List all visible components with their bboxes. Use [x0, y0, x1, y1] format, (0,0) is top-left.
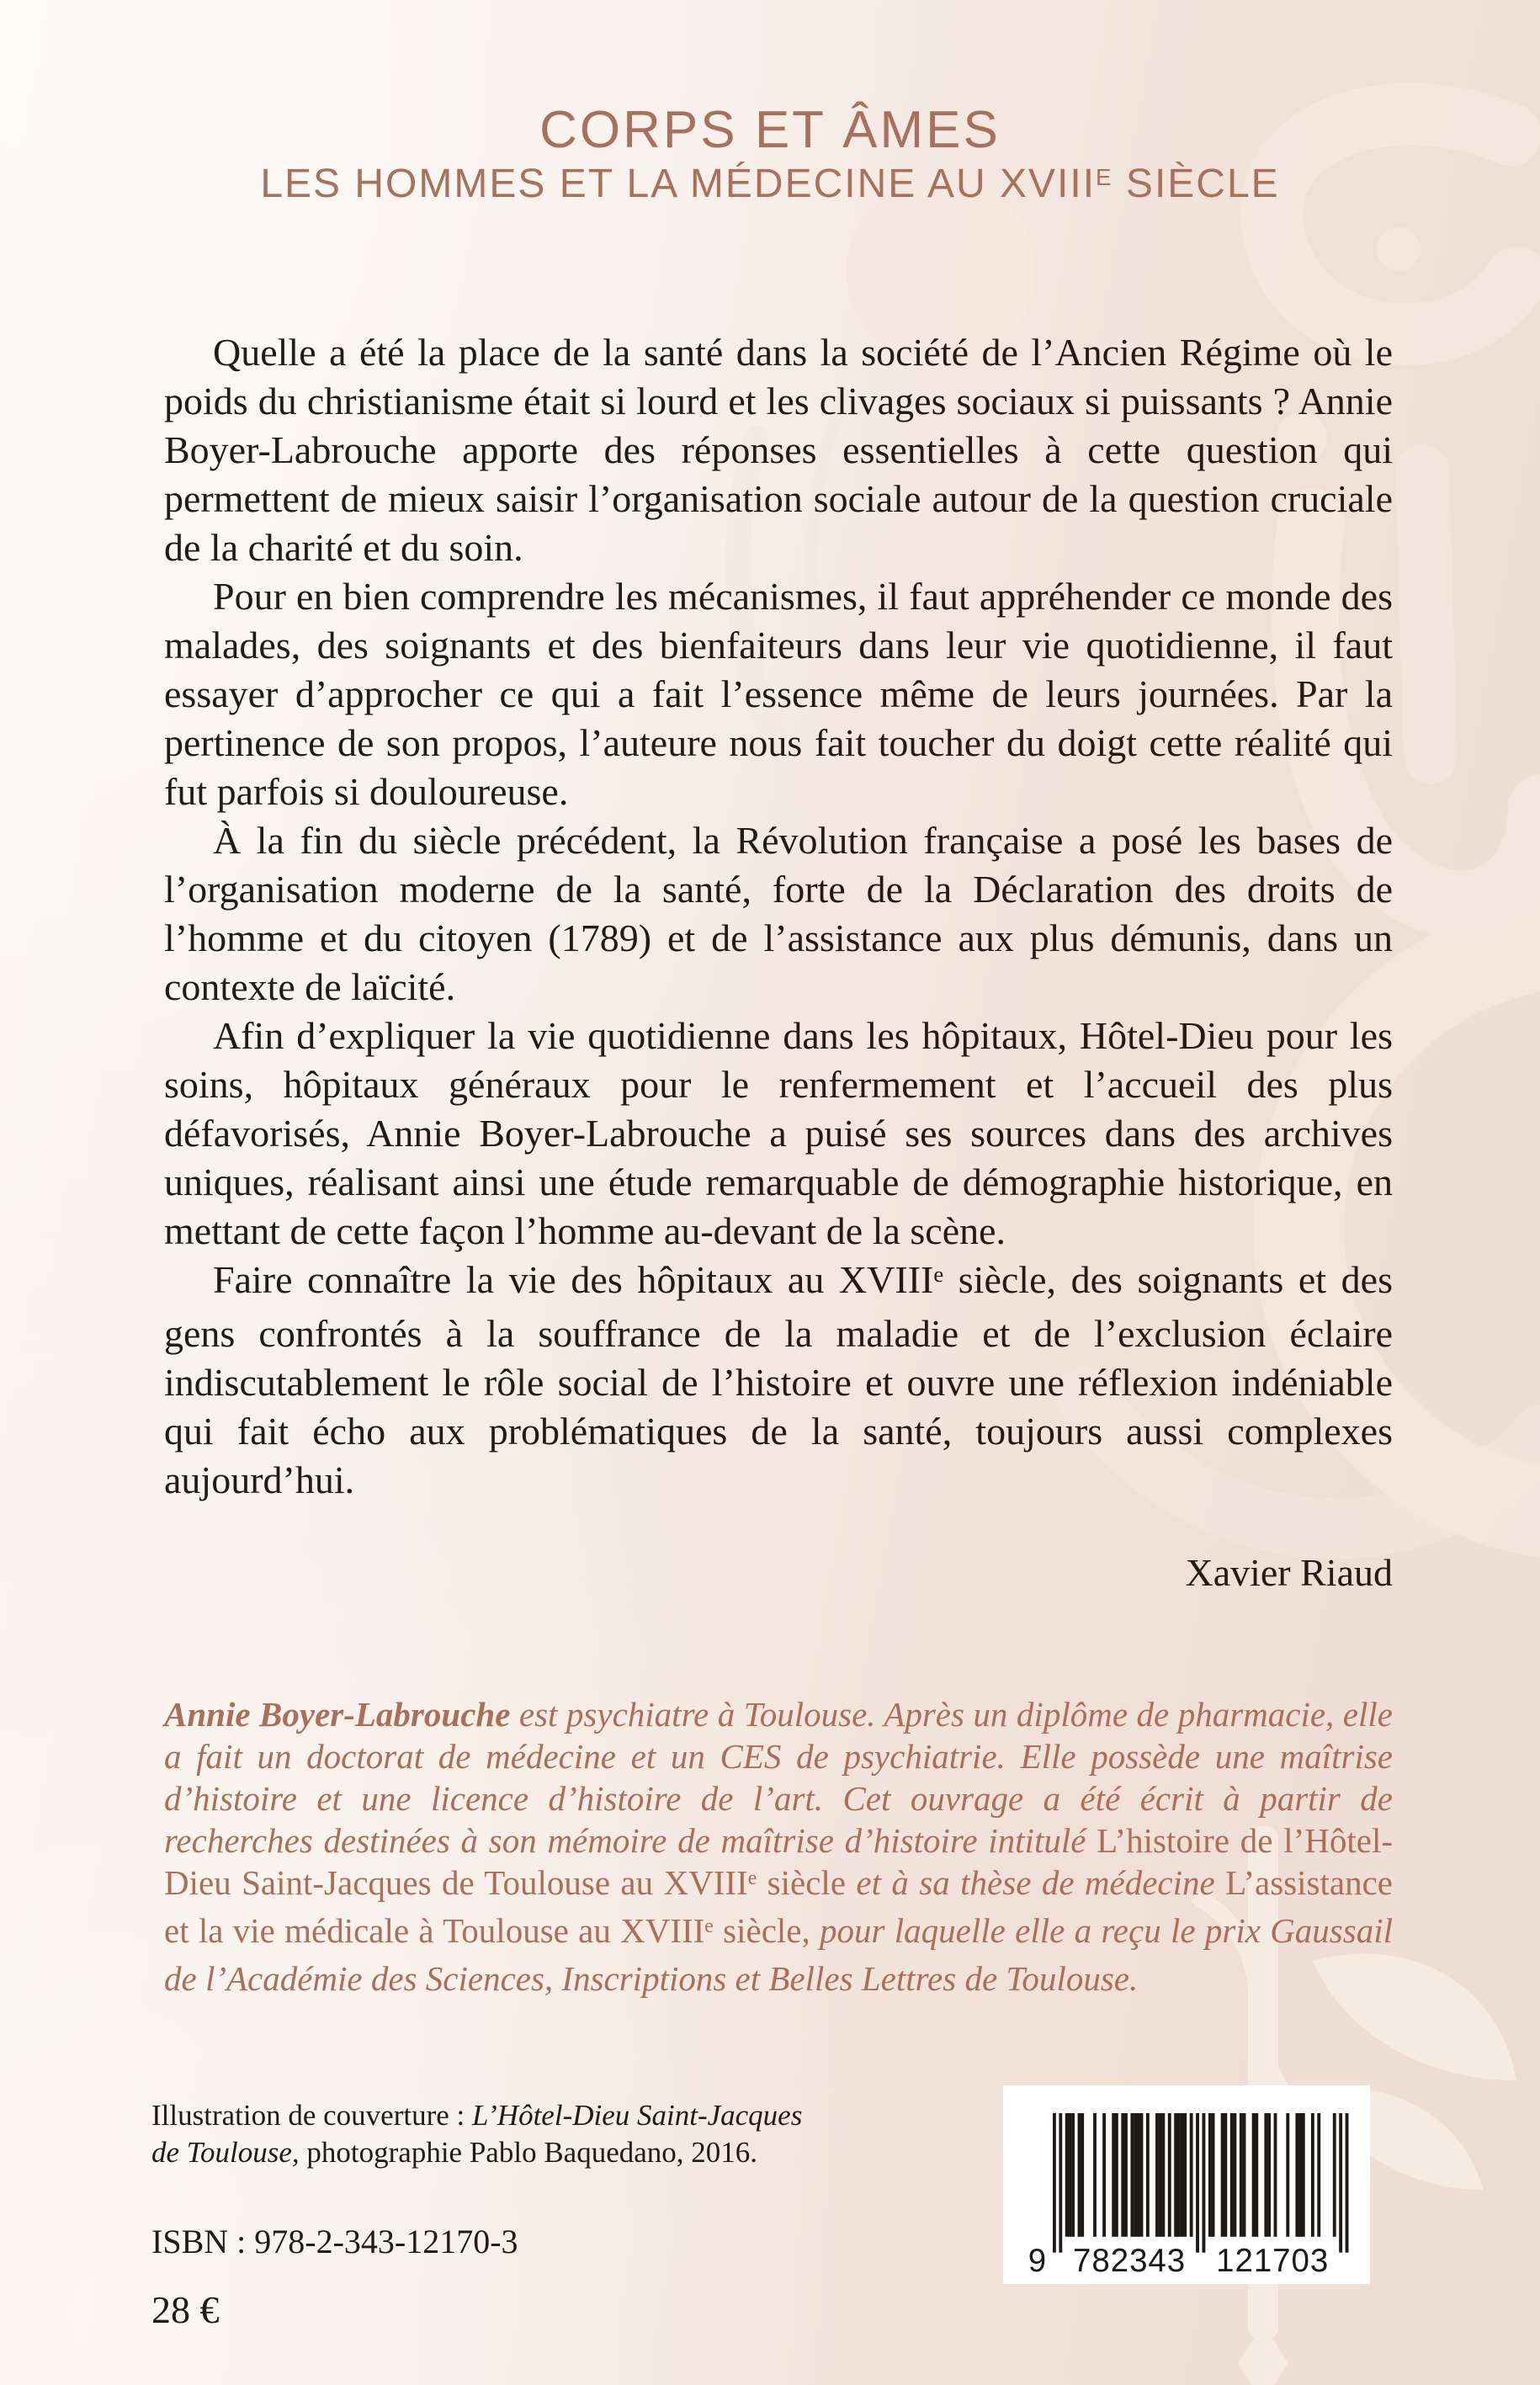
isbn: ISBN : 978-2-343-12170-3 — [151, 2223, 518, 2260]
author-bio: Annie Boyer-Labrouche est psychiatre à Toulouse. Après un diplôme de pharmacie, elle a fait un doctorat de médecine et un CES de psychiatrie. Elle possède une maîtrise d’histoire et une licence d’histoire de l’art. Cet ouvrage a été écrit à partir de recherches destinées à son mémoire de maîtrise d’histoire intitulé L’histoire de l’Hôtel-Dieu Saint-Jacques de Toulouse au XVIIIe siècle et à sa thèse de médecine L’assistance et la vie médicale à Toulouse au XVIIIe siècle, pour laquelle elle a reçu le prix Gaussail de l’Académie des Sciences, Inscriptions et Belles Lettres de Toulouse. — [164, 1695, 1393, 1998]
svg-text:9: 9 — [1028, 2242, 1047, 2275]
barcode-panel — [1003, 2085, 1370, 2284]
svg-text:121703: 121703 — [1216, 2242, 1329, 2275]
credit-line: de Toulouse, photographie Pablo Baquedano, 2016. — [151, 2136, 758, 2169]
barcode-bars — [1022, 2113, 1351, 2275]
synopsis-paragraph: Afin d’expliquer la vie quotidienne dans les hôpitaux, Hôtel-Dieu pour les soins, hôpitaux généraux pour le renfermement et l’accueil des plus défavorisés, Annie Boyer-Labrouche a puisé ses sources dans des archives uniques, réalisant ainsi une étude remarquable de démographie historique, en mettant de cette façon l’homme au-devant de la scène. — [164, 1014, 1393, 1252]
book-title: CORPS ET ÂMES — [539, 101, 1001, 159]
price: 28 € — [151, 2288, 220, 2331]
svg-text:782343: 782343 — [1073, 2242, 1186, 2275]
reviewer-signature: Xavier Riaud — [1185, 1551, 1393, 1594]
synopsis-paragraph: Faire connaître la vie des hôpitaux au XVIIIe siècle, des soignants et des gens confrontés à la souffrance de la maladie et de l’exclusion éclaire indiscutablement le rôle social de l’histoire et ouvre une réflexion indéniable qui fait écho aux problématiques de la santé, toujours aussi complexes aujourd’hui. — [164, 1258, 1394, 1501]
cover-illustration-credit — [151, 2097, 802, 2171]
synopsis-paragraph: Quelle a été la place de la santé dans la société de l’Ancien Régime où le poids du christianisme était si lourd et les clivages sociaux si puissants ? Annie Boyer-Labrouche apporte des réponses essentielles à cette question qui permettent de mieux saisir l’organisation sociale autour de la question cruciale de la charité et du soin. — [164, 331, 1393, 569]
credit-line: Illustration de couverture : L’Hôtel-Dieu Saint-Jacques — [151, 2099, 803, 2132]
synopsis-paragraph: Pour en bien comprendre les mécanismes, il faut appréhender ce monde des malades, des soignants et des bienfaiteurs dans leur vie quotidienne, il faut essayer d’approcher ce qui a fait l’essence même de leurs journées. Par la pertinence de son propos, l’auteure nous fait toucher du doigt cette réalité qui fut parfois si douloureuse. — [164, 575, 1393, 813]
synopsis — [164, 328, 1393, 1505]
synopsis-paragraph: À la fin du siècle précédent, la Révolution française a posé les bases de l’organisation moderne de la santé, forte de la Déclaration des droits de l’homme et du citoyen (1789) et de l’assistance aux plus démunis, dans un contexte de laïcité. — [164, 819, 1393, 1008]
book-subtitle: LES HOMMES ET LA MÉDECINE AU $XVIII^E$ SIÈCLE — [260, 162, 1280, 206]
